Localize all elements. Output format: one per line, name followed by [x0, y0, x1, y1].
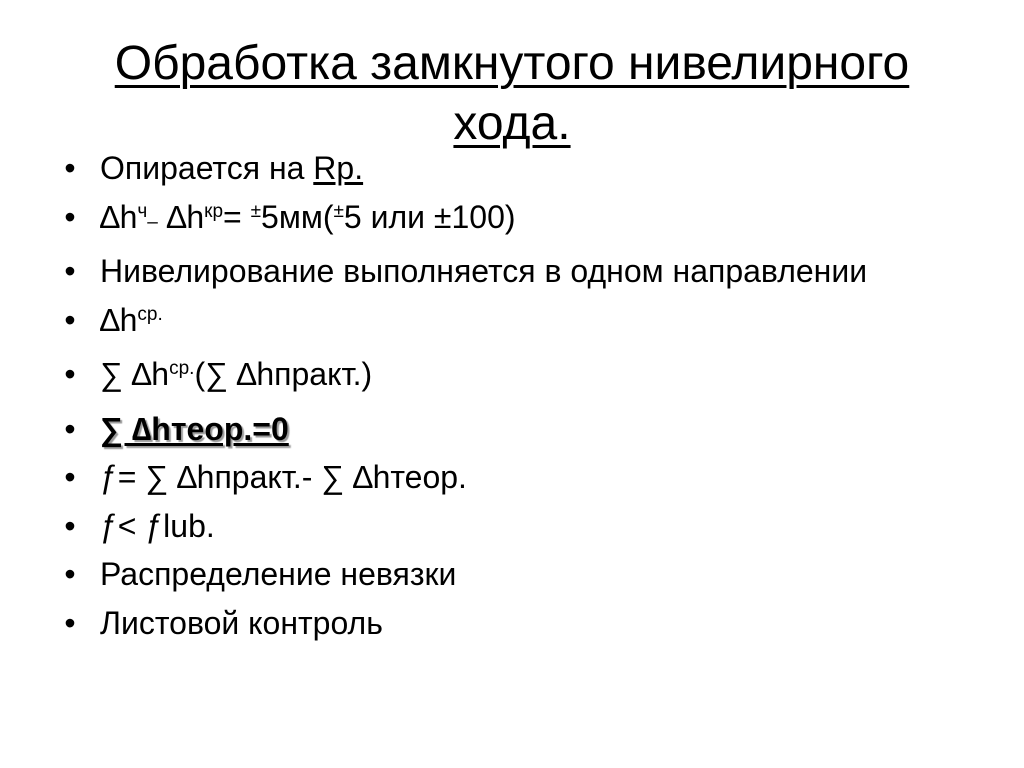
formula-superscript: ±: [250, 200, 262, 222]
formula-superscript: ч: [137, 200, 148, 222]
bullet-marker: •: [64, 253, 76, 289]
formula-part: ∆h: [100, 198, 138, 235]
bullet-item-sum-mean-height-difference: [60, 356, 960, 398]
formula-superscript: ср.: [137, 303, 163, 325]
bullet-item-sheet-control: [60, 605, 960, 641]
bullet-marker: •: [64, 459, 76, 495]
formula-superscript: кр: [204, 200, 224, 222]
bullet-marker: •: [64, 604, 76, 641]
formula-superscript: ±: [333, 200, 344, 222]
bullet-item-misclosure-formula: [60, 459, 960, 495]
bullet-text: Распределение невязки: [100, 556, 457, 592]
bullet-item-misclosure-distribution: [60, 556, 960, 592]
bullet-marker: •: [64, 410, 76, 447]
bullet-text: ƒ= ∑ ∆hпракт.- ∑ ∆hтеор.: [100, 459, 467, 495]
bullet-marker: •: [64, 150, 76, 186]
bullet-item-theoretical-sum: [60, 411, 960, 447]
bullet-item-misclosure-limit: [60, 508, 960, 544]
slide-title: Обработка замкнутого нивелирного хода.: [114, 37, 910, 150]
formula-minus: –: [147, 211, 158, 233]
formula-superscript: ср.: [169, 358, 195, 379]
bullet-marker: •: [64, 556, 76, 592]
bullet-item-relies-on-rp: [60, 150, 960, 186]
bullet-item-leveling-direction: [60, 253, 960, 289]
bullet-marker: •: [64, 301, 76, 338]
bullet-text: Листовой контроль: [100, 604, 383, 641]
bullet-item-mean-height-difference: [60, 302, 960, 344]
bullet-marker: •: [64, 356, 76, 392]
rp-link[interactable]: Rp.: [313, 150, 364, 186]
bullet-item-height-difference-tolerance: [60, 199, 960, 241]
bullet-text: Нивелирование выполняется в одном направлении: [100, 253, 868, 289]
bullet-marker: •: [64, 198, 76, 235]
bullet-marker: •: [64, 507, 76, 544]
bullet-list: [60, 150, 960, 653]
formula-part: ∆h: [100, 301, 138, 338]
formula-part: ∆h: [157, 198, 205, 235]
bullet-text-emphasized: ∑ ∆hтеор.=0: [100, 410, 289, 447]
formula-part: 5мм(: [261, 198, 334, 235]
formula-part: =: [223, 198, 251, 235]
formula-part: ∑ ∆h: [100, 356, 170, 392]
formula-part: 5 или ±100): [343, 198, 516, 235]
bullet-text: Опирается на: [100, 150, 314, 186]
formula-part: (∑ ∆hпракт.): [194, 356, 373, 392]
bullet-text: ƒ< ƒlub.: [100, 507, 215, 544]
